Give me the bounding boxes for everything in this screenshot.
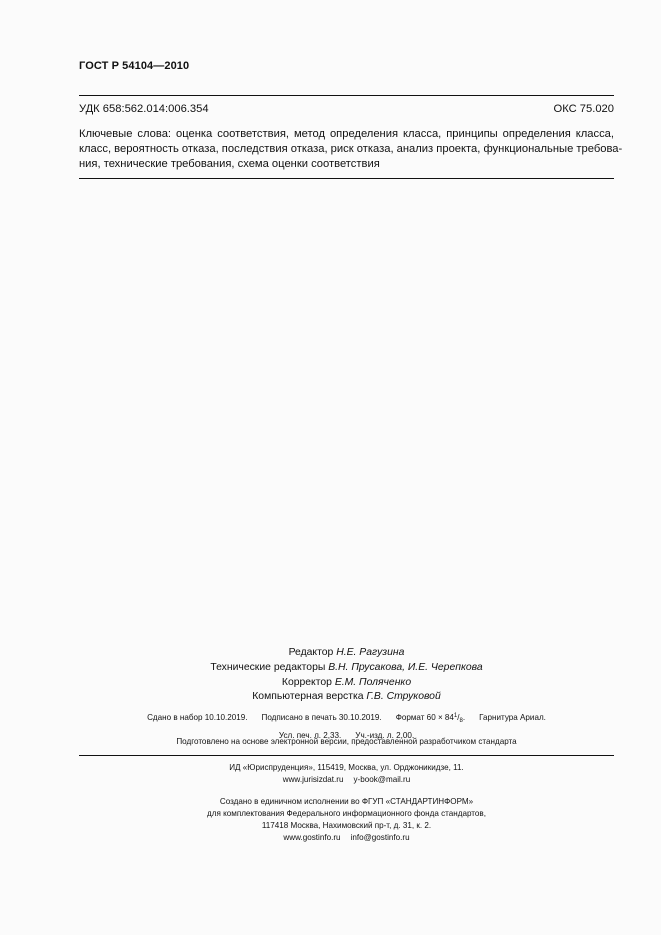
header-rule <box>79 95 614 96</box>
keywords-block <box>79 127 623 173</box>
editor-name: Н.Е. Рагузина <box>336 647 405 658</box>
standartinform-contacts <box>79 832 614 844</box>
paper-format: Формат $60 \times 84^1/_8$. <box>395 713 466 724</box>
keywords-line: класс, вероятность отказа, последствия отказа, риск отказа, анализ проекта, функциональные требова- <box>79 143 623 156</box>
udk-code: УДК 658:562.014:006.354 <box>79 103 209 115</box>
fund-note: для комплектования Федерального информационного фонда стандартов, <box>207 809 486 818</box>
tech-editors-role: Технические редакторы <box>210 661 326 673</box>
submitted-date: Сдано в набор 10.10.2019. <box>147 713 248 722</box>
publisher-address: ИД «Юриспруденция», 115419, Москва, ул. Орджоникидзе, 11. <box>229 763 464 772</box>
footer-rule <box>79 755 614 756</box>
publisher-email-link[interactable]: y-book@mail.ru <box>353 775 411 784</box>
keywords-line: Ключевые слова: оценка соответствия, метод определения класса, принципы определения класса, <box>79 128 614 140</box>
tech-editors-name: В.Н. Прусакова, И.Е. Черепкова <box>328 661 483 673</box>
corrector-credit <box>79 676 614 691</box>
layout-name: Г.В. Струковой <box>366 691 441 703</box>
publisher-site-link[interactable]: www.jurisizdat.ru <box>282 775 344 784</box>
editor-credit <box>79 646 614 661</box>
keywords-rule <box>79 178 614 179</box>
print-sheets: Усл. печ. л. 2,33. <box>278 730 342 740</box>
tech-editors-credit <box>79 661 614 676</box>
oks-code: ОКС 75.020 <box>553 103 614 115</box>
prepared-note: Подготовлено на основе электронной версии, предоставленной разработчиком стандарта <box>176 737 517 746</box>
credits-block <box>79 646 614 705</box>
standard-code: ГОСТ Р 54104—2010 <box>79 60 190 72</box>
keywords-line: ния, технические требования, схема оценки соответствия <box>79 158 380 171</box>
signed-date: Подписано в печать 30.10.2019. <box>261 713 382 722</box>
gostinfo-site-link[interactable]: www.gostinfo.ru <box>283 833 341 842</box>
print-details-row <box>79 710 614 729</box>
publishing-sheets: Уч.-изд. л. 2,00. <box>355 730 415 740</box>
layout-role: Компьютерная верстка <box>252 691 364 703</box>
gostinfo-email-link[interactable]: info@gostinfo.ru <box>350 833 410 842</box>
publisher-contacts <box>79 774 614 786</box>
created-note: Создано в единичном исполнении во ФГУП «СТАНДАРТИНФОРМ» <box>219 797 474 806</box>
typeface: Гарнитура Ариал. <box>479 713 546 722</box>
publisher-block <box>79 762 614 844</box>
standartinform-address: 117418 Москва, Нахимовский пр-т, д. 31, к. 2. <box>261 821 432 830</box>
layout-credit <box>79 690 614 705</box>
corrector-name: Е.М. Поляченко <box>334 676 412 688</box>
editor-role: Редактор <box>288 647 334 658</box>
corrector-role: Корректор <box>281 676 332 688</box>
